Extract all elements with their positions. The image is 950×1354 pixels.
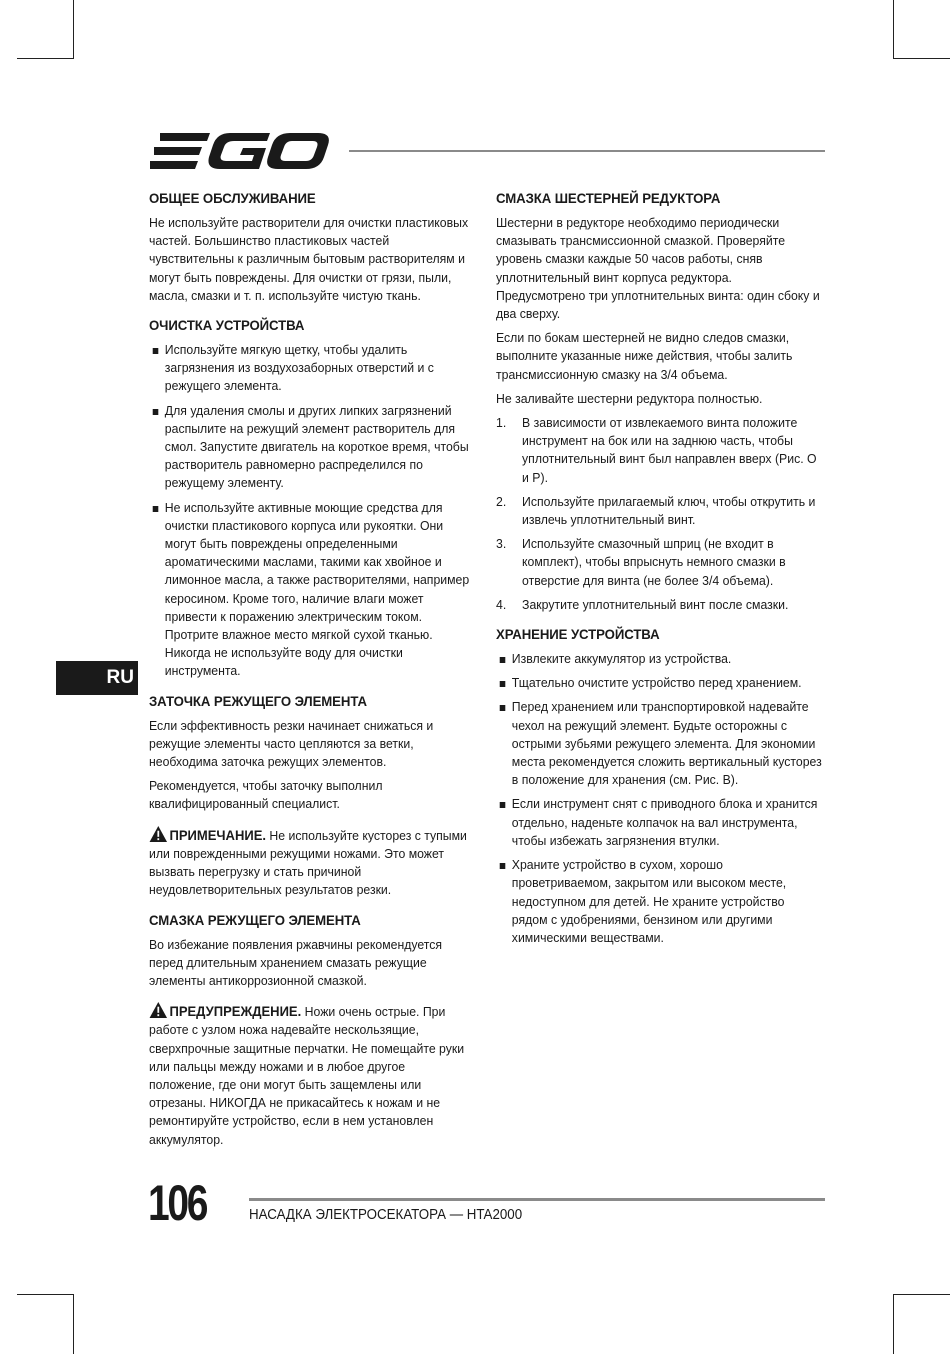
paragraph: Во избежание появления ржавчины рекомендуется перед длительным хранением смазать режущие элементы антикоррозионной смазкой. xyxy=(149,936,443,988)
paragraph: Если по бокам шестерней не видно следов смазки, выполните указанные ниже действия, чтобы залить трансмиссионную смазку на 3/4 объема. xyxy=(496,330,793,382)
list-item: Храните устройство в сухом, хорошо проветриваемом, закрытом или высоком месте, недоступном для детей. Не храните устройство рядом с удобрениями, бензином или другими химическими веществами. xyxy=(496,856,823,947)
right-column xyxy=(496,190,823,959)
section-storage xyxy=(496,626,823,947)
page-number: 106 xyxy=(148,1175,207,1231)
ego-logo xyxy=(150,131,330,171)
footer-rule xyxy=(249,1198,825,1201)
warning-label: ПРЕДУПРЕЖДЕНИЕ. xyxy=(169,1003,302,1020)
section-title: ОЧИСТКА УСТРОЙСТВА xyxy=(149,318,305,335)
step-text: Используйте прилагаемый ключ, чтобы открутить и извлечь уплотнительный винт. xyxy=(522,493,816,528)
footer-title: НАСАДКА ЭЛЕКТРОСЕКАТОРА — HTA2000 xyxy=(249,1207,523,1223)
logo-g xyxy=(208,133,270,169)
list-item xyxy=(496,596,823,614)
step-number: 1. xyxy=(496,415,507,431)
section-title: СМАЗКА РЕЖУЩЕГО ЭЛЕМЕНТА xyxy=(149,912,361,929)
note-label: ПРИМЕЧАНИЕ. xyxy=(169,826,267,843)
crop-mark xyxy=(893,58,950,59)
list-item xyxy=(496,535,823,590)
list-item: Не используйте активные моющие средства для очистки пластикового корпуса или рукоятки. Они могут быть повреждены определенными ароматическими маслами, такими как хвойное и лимонное масла, а также растворителями, например керосином. Кроме того, наличие влаги может привести к поражению электрическим током. Протрите влажное место мягкой сухой тканью. Никогда не используйте воду для очистки инструмента. xyxy=(149,499,473,681)
left-column xyxy=(149,190,473,1161)
list-item: Перед хранением или транспортировкой надевайте чехол на режущий элемент. Будьте осторожны с острыми зубьями режущего элемента. Для экономии места рекомендуется сложить вертикальный кусторез в положение для хранения (см. Рис. B). xyxy=(496,698,823,789)
crop-mark xyxy=(73,0,74,58)
logo-o xyxy=(267,133,329,169)
warning-triangle-icon xyxy=(149,826,168,842)
step-number: 2. xyxy=(496,493,507,509)
step-number: 4. xyxy=(496,596,507,612)
numbered-list xyxy=(496,414,823,614)
list-item: Извлеките аккумулятор из устройства. xyxy=(496,650,823,668)
section-cleaning xyxy=(149,317,473,681)
crop-mark xyxy=(17,58,74,59)
list-item xyxy=(496,493,823,529)
paragraph: Шестерни в редукторе необходимо периодически смазывать трансмиссионной смазкой. Проверяйте уровень смазки каждые 50 часов работы, сняв уплотнительный винт корпуса редуктора. Предусмотрено три уплотнительных винта: один сбоку и два сверху. xyxy=(496,215,820,322)
section-lubrication xyxy=(149,912,473,1149)
logo-e xyxy=(150,133,210,169)
warning-triangle-icon xyxy=(149,1002,168,1018)
section-title: ЗАТОЧКА РЕЖУЩЕГО ЭЛЕМЕНТА xyxy=(149,693,367,710)
paragraph: Если эффективность резки начинает снижаться и режущие элементы часто цепляются за ветки, необходима заточка режущих элементов. xyxy=(149,717,434,770)
section-sharpening xyxy=(149,693,473,900)
section-title: ХРАНЕНИЕ УСТРОЙСТВА xyxy=(496,627,660,644)
step-number: 3. xyxy=(496,536,507,552)
warning-paragraph xyxy=(149,1002,473,1149)
section-title: ОБЩЕЕ ОБСЛУЖИВАНИЕ xyxy=(149,191,316,207)
list-item: Тщательно очистите устройство перед хранением. xyxy=(496,674,823,692)
language-tab: RU xyxy=(56,661,138,695)
header-rule xyxy=(349,150,825,152)
paragraph: Не используйте растворители для очистки пластиковых частей. Большинство пластиковых частей чувствительны к различным бытовым растворителям и могут быть повреждены. Для очистки от грязи, пыли, масла, смазки и т. п. используйте чистую ткань. xyxy=(149,215,469,303)
note-text: Не используйте кусторез с тупыми или поврежденными режущими ножами. Это может вызвать перегрузку и стать причиной неудовлетворительных результатов резки. xyxy=(149,827,467,898)
list-item: Если инструмент снят с приводного блока и хранится отдельно, наденьте колпачок на вал инструмента, чтобы избежать загрязнения втулки. xyxy=(496,795,823,850)
crop-mark xyxy=(73,1294,74,1354)
section-gearbox xyxy=(496,190,823,614)
crop-mark xyxy=(17,1294,74,1295)
section-general xyxy=(149,190,473,305)
crop-mark xyxy=(893,0,894,58)
note-paragraph xyxy=(149,826,473,900)
list-item xyxy=(496,414,823,487)
warning-text: Ножи очень острые. При работе с узлом ножа надевайте нескользящие, сверхпрочные защитные перчатки. Не помещайте руки или пальцы между ножами и в любое другое положение, где они могут быть защемлены или отрезаны. НИКОГДА не прикасайтесь к ножам и не ремонтируйте устройство, если в нем установлен аккумулятор. xyxy=(149,1004,465,1147)
section-title: СМАЗКА ШЕСТЕРНЕЙ РЕДУКТОРА xyxy=(496,191,721,207)
step-text: Используйте смазочный шприц (не входит в комплект), чтобы впрыснуть немного смазки в отверстие для винта (не более 3/4 объема). xyxy=(522,536,786,588)
bullet-list xyxy=(149,341,473,681)
crop-mark xyxy=(893,1294,894,1354)
bullet-list xyxy=(496,650,823,947)
list-item: Для удаления смолы и других липких загрязнений распылите на режущий элемент растворитель для смол. Запустите двигатель на короткое время, чтобы растворитель равномерно распределился по режущему элементу. xyxy=(149,402,473,493)
paragraph: Не заливайте шестерни редуктора полностью. xyxy=(496,390,763,406)
step-text: Закрутите уплотнительный винт после смазки. xyxy=(522,596,789,612)
list-item: Используйте мягкую щетку, чтобы удалить загрязнения из воздухозаборных отверстий и с режущего элемента. xyxy=(149,341,473,396)
paragraph: Рекомендуется, чтобы заточку выполнил квалифицированный специалист. xyxy=(149,778,383,812)
crop-mark xyxy=(893,1294,950,1295)
step-text: В зависимости от извлекаемого винта положите инструмент на бок или на заднюю часть, чтобы уплотнительный винт был направлен вверх (Рис. O и P). xyxy=(522,415,817,485)
